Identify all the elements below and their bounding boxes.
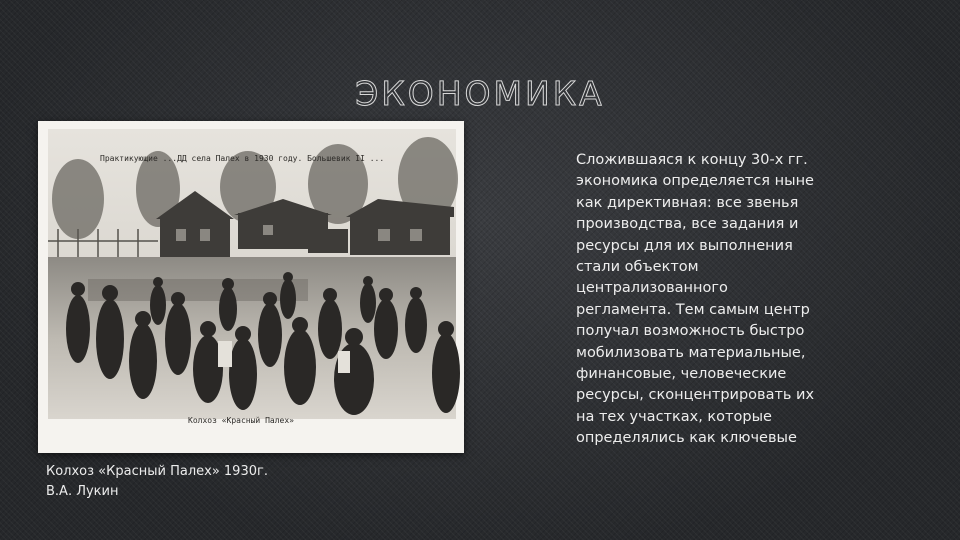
caption-line-2: В.А. Лукин — [46, 484, 119, 499]
body-line: производства, все задания и — [576, 216, 799, 233]
body-line: ресурсы для их выполнения — [576, 237, 793, 254]
body-line: регламента. Тем самым центр — [576, 301, 810, 318]
caption-line-1: Колхоз «Красный Палех» 1930г. — [46, 464, 268, 479]
photo-caption-bottom: Колхоз «Красный Палех» — [188, 416, 294, 425]
body-line: как директивная: все звенья — [576, 194, 799, 211]
photo-caption — [46, 462, 366, 502]
body-line: финансовые, человеческие — [576, 366, 787, 383]
body-line: на тех участках, которые — [576, 408, 772, 425]
body-paragraph — [576, 150, 876, 450]
body-line: централизованного — [576, 280, 728, 297]
body-line: Сложившаяся к концу 30-х гг. — [576, 152, 808, 168]
slide-title: ЭКОНОМИКА — [355, 74, 605, 114]
photo-caption-top: Практикующие ...ДД села Палех в 1930 году. Большевик II ... — [100, 154, 385, 163]
body-line: получал возможность быстро — [576, 323, 805, 340]
body-line: ресурсы, сконцентрировать их — [576, 387, 815, 404]
body-line: стали объектом — [576, 259, 699, 276]
body-line: определялись как ключевые — [576, 430, 797, 447]
body-line: экономика определяется ныне — [576, 173, 814, 190]
historical-photo — [38, 121, 464, 453]
body-line: мобилизовать материальные, — [576, 344, 806, 361]
